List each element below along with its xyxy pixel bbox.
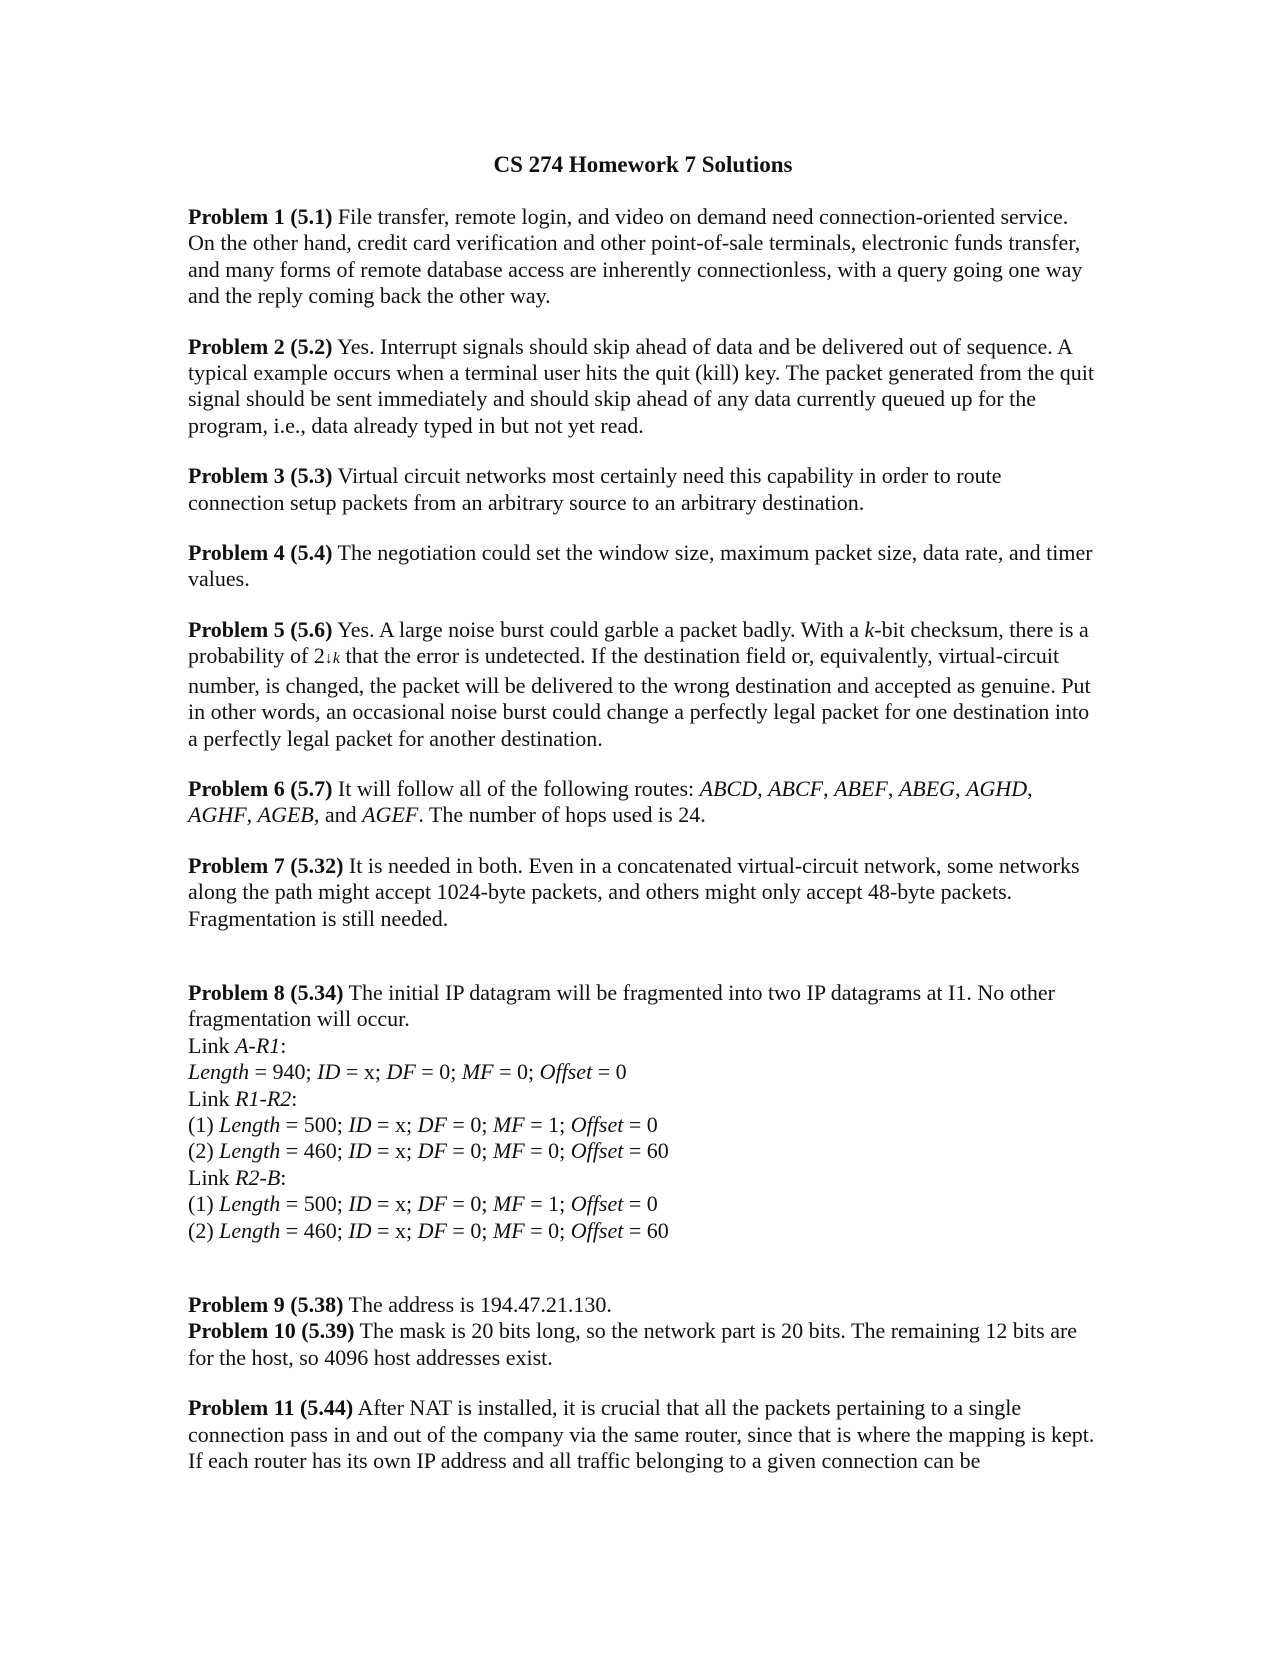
field-value: 460 [303,1217,337,1243]
link-suffix: : [280,1164,287,1190]
field-label: Length [219,1111,281,1137]
field-value: x [394,1217,406,1243]
problem-text: Virtual circuit networks most certainly need this capability in order to route connection setup packets from an arbitrary source to an arbitrary destination. [188,463,1002,515]
field-value: 460 [303,1138,337,1164]
field-label: MF [492,1138,525,1164]
field-value: 1 [548,1191,560,1217]
field-label: ID [348,1191,372,1217]
link-label [188,1165,1098,1191]
problem-2 [188,334,1098,440]
fragment-row: (2) Length = 460; ID = x; DF = 0; MF = 0; Offset = 60 [188,1217,669,1243]
link-label [188,1033,1098,1059]
link-label [188,1086,1098,1112]
field-value: 0 [470,1191,482,1217]
field-label: Offset [570,1191,624,1217]
problem-8 [188,980,1098,1244]
row-number: (2) [188,1138,220,1164]
problem-11 [188,1395,1098,1474]
problem-text: It will follow all of the following routes: [332,775,700,801]
problem-heading: Problem 9 (5.38) [188,1292,344,1317]
page-title: CS 274 Homework 7 Solutions [493,152,793,177]
problem-7 [188,853,1098,932]
route: AGHF [188,802,247,828]
link-prefix: Link [188,1085,236,1111]
field-value: 0 [439,1059,451,1085]
problem-text: Yes. Interrupt signals should skip ahead of data and be delivered out of sequence. A typical example occurs when a terminal user hits the quit (kill) key. The packet generated from the quit signal should be sent immediately and should skip ahead of any data currently queued up for the program, i.e., data already typed in but not yet read. [188,333,1094,438]
fragment-row: (1) Length = 500; ID = x; DF = 0; MF = 1; Offset = 0 [188,1111,658,1137]
field-label: Offset [570,1111,624,1137]
route: ABCD [699,775,758,801]
field-label: DF [417,1111,447,1137]
exponent: ↓k [324,650,340,668]
field-label: MF [492,1111,525,1137]
problem-heading: Problem 11 (5.44) [188,1395,354,1421]
link-suffix: : [291,1085,298,1111]
field-label: DF [386,1059,416,1085]
route: AGHD [966,775,1028,801]
link-name: R1-R2 [235,1085,292,1111]
field-value: 0 [615,1059,627,1085]
k-variable: k [864,616,875,642]
link-prefix: Link [188,1032,236,1058]
problem-10 [188,1318,1098,1371]
separator: , [823,775,835,801]
route: ABEF [834,775,888,801]
spacer [188,956,1098,980]
row-number: (1) [188,1191,220,1217]
document-page [188,140,1098,1498]
spacer [188,1268,1098,1292]
problem-6 [188,776,1098,829]
fragment-row: Length = 940; ID = x; DF = 0; MF = 0; Offset = 0 [188,1059,627,1085]
field-label: Offset [570,1138,624,1164]
problem-text: The address is 194.47.21.130. [343,1292,612,1317]
field-label: Length [219,1138,281,1164]
field-value: 1 [548,1111,560,1137]
problem-9 [188,1292,1098,1318]
field-label: Length [188,1059,250,1085]
field-label: DF [417,1217,447,1243]
separator: , [887,775,899,801]
fragment-row: (1) Length = 500; ID = x; DF = 0; MF = 1; Offset = 0 [188,1191,658,1217]
link-name: A-R1 [235,1032,281,1058]
field-label: ID [348,1138,372,1164]
row-number: (1) [188,1111,220,1137]
field-value: 60 [646,1217,669,1243]
field-label: Offset [539,1059,593,1085]
separator: , [955,775,967,801]
field-value: 500 [303,1191,337,1217]
problem-1 [188,204,1098,310]
field-value: 0 [548,1217,560,1243]
field-label: Length [219,1217,281,1243]
link-suffix: : [280,1032,287,1058]
problem-text: Yes. A large noise burst could garble a packet badly. With a [332,616,865,642]
problem-heading: Problem 3 (5.3) [188,463,333,489]
field-value: 0 [517,1059,528,1085]
field-value: 940 [272,1059,306,1085]
problem-heading: Problem 4 (5.4) [188,540,333,566]
field-value: x [394,1111,406,1137]
field-label: ID [317,1059,341,1085]
field-label: ID [348,1111,372,1137]
field-label: DF [417,1191,447,1217]
field-value: 0 [646,1111,658,1137]
route: ABEG [898,775,956,801]
problem-heading: Problem 10 (5.39) [188,1318,355,1344]
field-value: x [394,1191,406,1217]
field-value: 500 [303,1111,337,1137]
separator: , [1027,775,1033,801]
field-label: MF [492,1191,525,1217]
field-label: Length [219,1191,281,1217]
problem-heading: Problem 1 (5.1) [188,204,333,229]
field-value: 0 [470,1217,482,1243]
problem-heading: Problem 6 (5.7) [188,775,333,801]
field-value: 0 [548,1138,560,1164]
separator: , [757,775,769,801]
problem-text: . The number of hops used is 24. [418,802,706,828]
route: AGEF [362,802,419,828]
field-label: DF [417,1138,447,1164]
route: ABCF [768,775,824,801]
separator: , and [313,802,363,828]
link-name: R2-B [235,1164,281,1190]
problem-heading: Problem 2 (5.2) [188,333,333,359]
problem-text: File transfer, remote login, and video on demand need connection-oriented service. On the other hand, credit card verification and other point-of-sale terminals, electronic funds transfer, and many forms of remote database access are inherently connectionless, with a query going one way and the reply coming back the other way. [188,204,1083,309]
route: AGEB [257,802,314,828]
field-value: 0 [470,1111,482,1137]
problem-text: The negotiation could set the window size, maximum packet size, data rate, and timer values. [188,540,1093,592]
problem-text: that the error is undetected. If the destination field or, equivalently, virtual-circuit number, is changed, the packet will be delivered to the wrong destination and accepted as genuine. Put in other words, an occasional noise burst could change a perfectly legal packet for one destination into a perfectly legal packet for another destination. [188,643,1091,751]
problem-4 [188,540,1098,593]
problem-text: -bit checksum, there is a probability of 2 [188,616,1089,669]
row-number: (2) [188,1217,220,1243]
problem-heading: Problem 5 (5.6) [188,616,333,642]
field-value: 60 [646,1138,669,1164]
problem-text: The mask is 20 bits long, so the network part is 20 bits. The remaining 12 bits are for the host, so 4096 host addresses exist. [188,1318,1078,1370]
field-label: MF [492,1217,525,1243]
field-value: x [363,1059,375,1085]
problem-text: It is needed in both. Even in a concatenated virtual-circuit network, some networks along the path might accept 1024-byte packets, and others might only accept 48-byte packets. Fragmentation is still needed. [188,852,1080,931]
field-value: x [394,1138,406,1164]
field-value: 0 [646,1191,658,1217]
problem-heading: Problem 8 (5.34) [188,979,344,1005]
field-label: ID [348,1217,372,1243]
problem-text: The initial IP datagram will be fragmented into two IP datagrams at I1. No other fragmentation will occur. [188,979,1055,1032]
problem-heading: Problem 7 (5.32) [188,852,344,878]
problem-5 [188,617,1098,752]
problem-text: After NAT is installed, it is crucial that all the packets pertaining to a single connection pass in and out of the company via the same router, since that is where the mapping is kept. If each router has its own IP address and all traffic belonging to a given connection can be [188,1395,1095,1474]
field-label: MF [461,1059,494,1085]
field-value: 0 [470,1138,482,1164]
field-label: Offset [570,1217,624,1243]
fragment-row: (2) Length = 460; ID = x; DF = 0; MF = 0; Offset = 60 [188,1138,669,1164]
separator: , [246,802,258,828]
link-prefix: Link [188,1164,236,1190]
problem-3 [188,463,1098,516]
